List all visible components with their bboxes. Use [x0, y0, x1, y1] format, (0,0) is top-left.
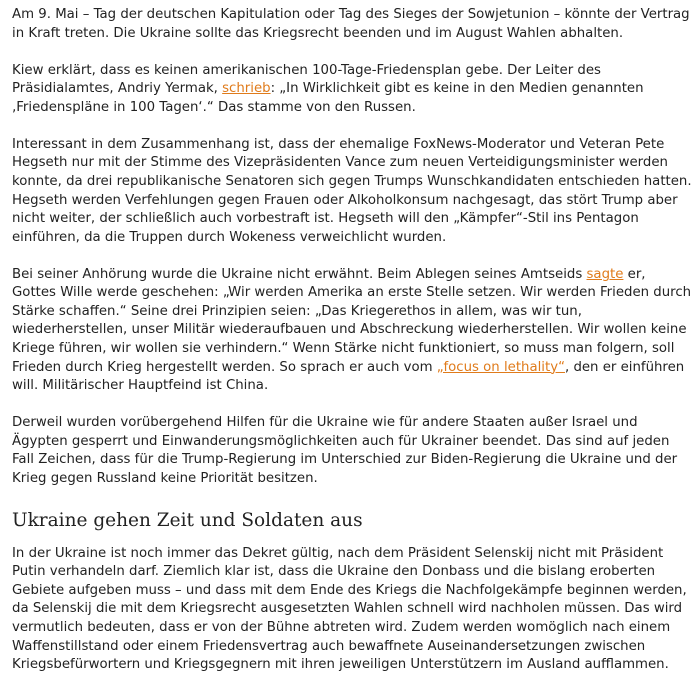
paragraph-text: Am 9. Mai – Tag der deutschen Kapitulation oder Tag des Sieges der Sowjetunion – könnte der Vertrag in Kraft treten. Die Ukraine sollte das Kriegsrecht beenden und im August Wahlen abhalten. — [12, 7, 690, 41]
paragraph-2 — [12, 62, 692, 118]
link-sagte[interactable]: sagte — [586, 266, 624, 282]
article-body — [12, 6, 692, 693]
paragraph-text: Interessant in dem Zusammenhang ist, dass der ehemalige FoxNews-Moderator und Veteran Pete Hegseth nur mit der Stimme des Vizepräsidenten Vance zum neuen Verteidigungsminister werden konnte, da drei republikanische Senatoren sich gegen Trumps Wunschkandidaten entschieden hatten. Hegseth werden Verfehlungen gegen Frauen oder Alkoholkonsum nachgesagt, das stört Trump aber nicht weiter, der schließlich auch vorbestraft ist. Hegseth will den „Kämpfer“-Stil ins Pentagon einführen, da die Truppen durch Wokeness verweichlicht wurden. — [12, 136, 692, 245]
link-schrieb[interactable]: schrieb — [222, 81, 271, 97]
paragraph-6 — [12, 545, 692, 675]
paragraph-4 — [12, 266, 692, 396]
paragraph-text: Bei seiner Anhörung wurde die Ukraine nicht erwähnt. Beim Ablegen seines Amtseids — [12, 266, 587, 282]
paragraph-text: In der Ukraine ist noch immer das Dekret gültig, nach dem Präsident Selenskij nicht mit Präsident Putin verhandeln darf. Ziemlich klar ist, dass die Ukraine den Donbass und die bislang eroberten Gebiete aufgeben muss – und dass mit dem Ende des Kriegs die Nachfolgekämpfe beginnen werden, da Selenskij die mit dem Kriegsrecht ausgesetzten Wahlen schnell wird nachholen müssen. Das wird vermutlich bedeuten, dass er von der Bühne abtreten wird. Zudem werden womöglich nach einem Waffenstillstand oder einem Friedensvertrag auch bewaffnete Auseinandersetzungen zwischen Kriegsbefürwortern und Kriegsgegnern mit ihren jeweiligen Unterstützern im Ausland aufflammen. — [12, 545, 687, 673]
paragraph-5 — [12, 414, 692, 488]
paragraph-text: , den er einführen will. Militärischer Hauptfeind ist China. — [12, 359, 685, 394]
paragraph-1 — [12, 6, 692, 43]
paragraph-text: : „In Wirklichkeit gibt es keine in den Medien genannten ‚Friedenspläne in 100 Tagen‘.“ Das stamme von den Russen. — [12, 81, 644, 115]
paragraph-text: Derweil wurden vorübergehend Hilfen für die Ukraine wie für andere Staaten außer Israel und Ägypten gesperrt und Einwanderungsmöglichkeiten auch für Ukrainer beendet. Das sind auf jeden Fall Zeichen, dass für die Trump-Regierung im Unterschied zur Biden-Regierung die Ukraine und der Krieg gegen Russland keine Priorität besitzen. — [12, 415, 678, 487]
section-heading: Ukraine gehen Zeit und Soldaten aus — [12, 509, 363, 531]
paragraph-text: Kiew erklärt, dass es keinen amerikanischen 100-Tage-Friedensplan gebe. Der Leiter des Präsidialamtes, Andriy Yermak, — [12, 62, 601, 97]
paragraph-3 — [12, 136, 692, 248]
link-focus-on-lethality[interactable]: „focus on lethality“ — [436, 359, 565, 375]
paragraph-text: er, Gottes Wille werde geschehen: „Wir werden Amerika an erste Stelle setzen. Wir werden Frieden durch Stärke schaffen.“ Seine drei Prinzipien seien: „Das Kriegerethos in allem, was wir tun, wiederherstellen, unser Militär wiederaufbauen und Abschreckung wiederherstellen. Wir wollen keine Kriege führen, wir wollen sie verhindern.“ Wenn Stärke nicht funktioniert, so muss man folgern, soll Frieden durch Krieg hergestellt werden. So sprach er auch vom — [12, 266, 692, 375]
